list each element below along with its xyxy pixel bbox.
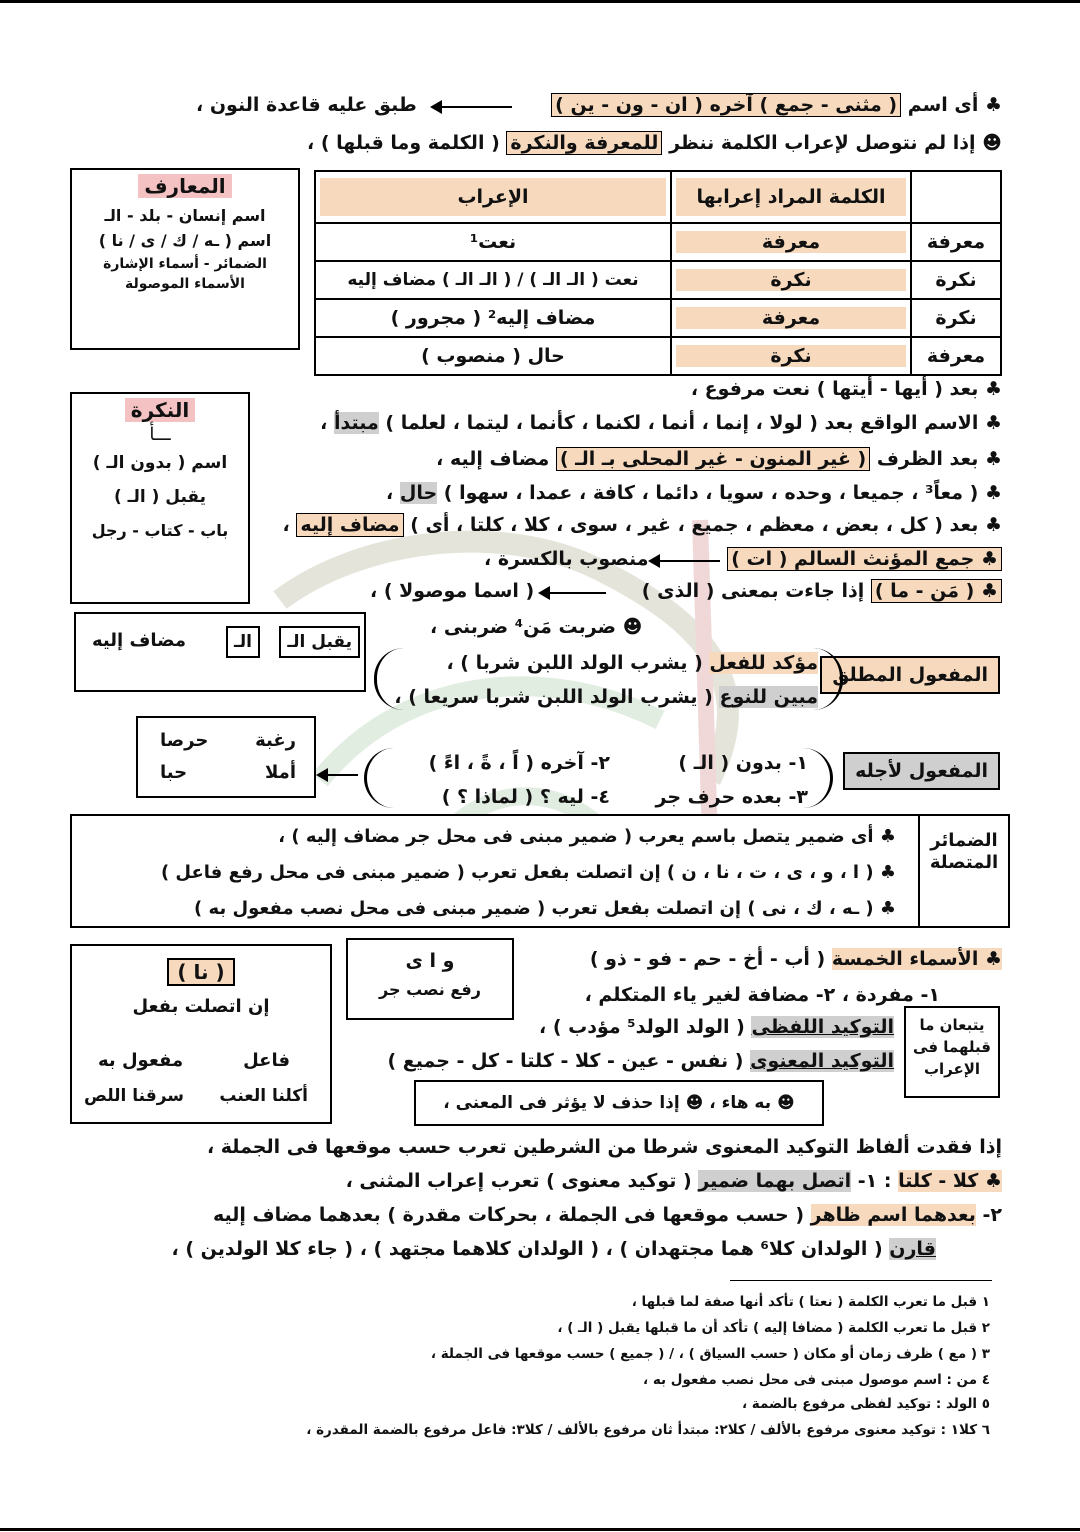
ajlih-cond: ٤- ليه ؟ ( لماذا ؟ ): [441, 786, 610, 808]
rule-highlight: ( مثنى - جمع ) آخره ( ان - ون - ين ): [551, 93, 901, 117]
damair-side: الضمائر المتصلة: [918, 816, 1008, 926]
ajlih-cond: ٢- آخره ( اً ، ةً ، اءً ): [428, 752, 610, 774]
cell-word-text: نكرة: [676, 269, 906, 291]
kila-title: ♣ كلا - كلتا: [898, 1170, 1002, 1192]
rule-result: ( اسما موصولا ) ،: [370, 580, 535, 602]
rule-text: ،: [320, 412, 328, 434]
tawkid-lafzi-label: التوكيد اللفظى: [751, 1016, 894, 1038]
maarif-box: [70, 168, 300, 350]
cell-irab: نعت ( الـ الـ ) / ( الـ الـ ) مضاف إليه: [315, 261, 671, 299]
idafa-al: الـ: [226, 626, 260, 658]
cell-irab: نعت¹: [315, 223, 671, 261]
ajlih-cond: ٣- بعده حرف جر: [655, 786, 808, 808]
khamsa-list: ( أب - أخ - حم - فو - ذو ): [589, 948, 826, 970]
cell-word: [671, 223, 911, 261]
bottom-border: [0, 1528, 1080, 1531]
na-example: أكلنا العنب: [219, 1086, 308, 1106]
table-header-word: [671, 171, 911, 223]
rule-line: [283, 512, 1003, 538]
cell-word-text: نكرة: [676, 345, 906, 367]
cell-word-text: معرفة: [676, 307, 906, 329]
tail-text: ( الولدان كلا⁶ هما مجتهدان ) ، ( الولدان كلاهما مجتهد ) ، ( جاء كلا الولدين ) ،: [171, 1238, 883, 1260]
tawkid-manawi-text: ( نفس - عين - كلا - كلتا - كل - جميع ): [387, 1050, 744, 1072]
cell-word-text: معرفة: [676, 231, 906, 253]
mutlaq-a: [446, 650, 818, 676]
tail-highlight: بعدهما اسم ظاهر: [810, 1204, 976, 1226]
rule-text: ♣ بعد الظرف: [876, 448, 1002, 470]
na-box: [70, 944, 332, 1124]
header-label: الإعراب: [320, 178, 666, 216]
maarif-line: اسم ( ـه / ك / ى / نا ): [98, 231, 272, 250]
maarif-line: اسم إنسان - بلد - الـ: [104, 206, 266, 225]
na-faail: فاعل: [243, 1050, 290, 1071]
waw-letters: و ا ى: [405, 950, 455, 972]
damair-box: [70, 814, 1010, 928]
damair-line: ♣ ( ـه ، ك ، نى ) إن اتصلت بفعل تعرب ( ضمير مبنى فى محل نصب مفعول به ): [194, 898, 896, 919]
idafa-box: [74, 612, 366, 692]
waw-box: [346, 938, 514, 1020]
rule-dual-plural: [551, 92, 1002, 118]
ajlih-examples-box: [136, 716, 316, 798]
rule-highlight: ( غير المنون - غير المحلى بـ الـ ): [556, 447, 870, 471]
rule-highlight: مضاف إليه: [296, 513, 403, 537]
na-line: إن اتصلت بفعل: [132, 996, 270, 1017]
cell-prev: معرفة: [911, 223, 1001, 261]
footnote: ٣ ( مع ) ظرف زمان أو مكان ( حسب السياق ) ، / ( جميع ) حسب موقعها فى الجملة ،: [430, 1346, 990, 1362]
nakira-line: اسم ( بدون الـ ): [92, 453, 228, 473]
footnote: ٦ كلا١ : توكيد معنوى مرفوع بالألف / كلا٢: مبتدأ ثان مرفوع بالألف / كلا٣: فاعل مرفوع بالضمة المقدرة ،: [306, 1422, 990, 1438]
rule-text: ( الكلمة وما قبلها ) ،: [307, 132, 500, 154]
mutlaq-b: [394, 684, 818, 710]
rule-line: [320, 410, 1002, 436]
mutlaq-a-text: ( يشرب الولد اللبن شربا ) ،: [446, 652, 703, 674]
arrow-icon: [540, 592, 606, 594]
rule-highlight: مبتدأ: [334, 412, 379, 434]
table-row: [315, 223, 1001, 261]
maarif-line: الضمائر - أسماء الإشارة: [103, 256, 267, 272]
footnote: ٥ الولد : توكيد لفظى مرفوع بالضمة ،: [741, 1396, 990, 1412]
mutlaq-b-text: ( يشرب الولد اللبن شربا سريعا ) ،: [394, 686, 713, 708]
table-row: [315, 299, 1001, 337]
example-word: حبا: [160, 762, 188, 783]
compare-label: قارن: [889, 1238, 936, 1260]
dash-icon: ـــأ: [149, 424, 171, 445]
maarif-line: الأسماء الموصولة: [125, 276, 245, 292]
damair-line: ♣ أى ضمير يتصل باسم يعرب ( ضمير مبنى فى محل جر مضاف إليه ) ،: [278, 826, 896, 847]
cell-irab: حال ( منصوب ): [315, 337, 671, 375]
mutlaq-a-label: مؤكد للفعل: [709, 652, 818, 674]
table-header-empty: [911, 171, 1001, 223]
tawkid-manawi: [387, 1048, 894, 1074]
irab-table: [314, 170, 1002, 376]
top-border: [0, 0, 1080, 3]
nakira-box: [70, 392, 250, 604]
ajlih-label: المفعول لأجله: [843, 752, 1000, 790]
rule-text: ♣ بعد ( كل ، بعض ، معظم ، جميع ، غير ، سوى ، كلا ، كلتا ، أى ): [410, 514, 1002, 536]
cell-prev: نكرة: [911, 299, 1001, 337]
rule-text: ♣ الاسم الواقع بعد ( لولا ، إنما ، أنما ، لكنما ، كأنما ، ليتما ، لعلما ): [385, 412, 1002, 434]
tail-text: ( توكيد معنوى ) تعرب إعراب المثنى ،: [345, 1170, 692, 1192]
rule-highlight: للمعرفة والنكرة: [506, 131, 662, 155]
nakira-line: باب - كتاب - رجل: [91, 521, 229, 540]
rule-highlight: ♣ جمع المؤنث السالم ( ات ): [727, 547, 1002, 571]
rule-text: مضاف إليه ،: [436, 448, 550, 470]
table-row: [315, 261, 1001, 299]
tawkid-manawi-label: التوكيد المعنوى: [750, 1050, 894, 1072]
example-line: ☻ ضربت مَن⁴ ضربنى ،: [430, 616, 643, 638]
mutlaq-b-label: مبين للنوع: [719, 686, 818, 708]
tail-text: : ١-: [857, 1170, 892, 1192]
rule-text: ،: [385, 482, 394, 504]
tawkid-lafzi: [539, 1014, 894, 1040]
tawkid-note-box: ☻ به هاء ، ☻ إذا حذف لا يؤثر فى المعنى ،: [414, 1080, 824, 1126]
tail-text: ٢-: [982, 1204, 1002, 1226]
khamsa-line: [590, 946, 1002, 972]
tail-line: إذا فقدت ألفاظ التوكيد المعنوى شرطا من الشرطين تعرب حسب موقعها فى الجملة ،: [206, 1136, 1002, 1158]
example-word: رغبة: [255, 730, 296, 751]
header-label: الكلمة المراد إعرابها: [676, 178, 906, 216]
cell-prev: نكرة: [911, 261, 1001, 299]
tail-line: [346, 1168, 1002, 1194]
khamsa-conditions: ١- مفردة ، ٢- مضافة لغير ياء المتكلم ،: [584, 984, 940, 1006]
cell-word: [671, 261, 911, 299]
tail-line: [172, 1236, 936, 1262]
arrow-icon: [650, 560, 720, 562]
rule-line: [727, 546, 1002, 572]
arrow-icon: [318, 774, 358, 776]
na-example: سرقنا اللص: [84, 1086, 185, 1106]
footnote: ٢ قبل ما تعرب الكلمة ( مضافا إليه ) تأكد أن ما قبلها يقبل ( الـ ) ،: [557, 1320, 990, 1336]
tawkid-lafzi-text: ( الولد الولد⁵ مؤدب ) ،: [539, 1016, 745, 1038]
cell-prev: معرفة: [911, 337, 1001, 375]
maarif-title: المعارف: [138, 174, 231, 198]
rule-line: ♣ بعد ( أيها - أيتها ) نعت مرفوع ،: [690, 378, 1002, 400]
mutlaq-label: المفعول المطلق: [820, 656, 1000, 694]
rule-result: منصوب بالكسرة ،: [484, 548, 649, 570]
arrow-icon: [432, 106, 512, 108]
rule-result: طبق عليه قاعدة النون ،: [196, 94, 417, 116]
rule-knowledge: [307, 130, 1002, 156]
waw-cases: رفع نصب جر: [379, 980, 481, 999]
rule-text: ♣ أى اسم: [907, 94, 1002, 116]
table-header-irab: [315, 171, 671, 223]
cell-irab: مضاف إليه² ( مجرور ): [315, 299, 671, 337]
rule-line: [436, 446, 1002, 472]
rule-text: ☻ إذا لم نتوصل لإعراب الكلمة ننظر: [669, 132, 1002, 154]
damair-line: ♣ ( ا ، و ، ى ، ت ، نا ، ن ) إن اتصلت بفعل تعرب ( ضمير مبنى فى محل رفع فاعل ): [160, 862, 896, 883]
rule-highlight: حال: [399, 482, 438, 504]
tail-text: ( حسب موقعها فى الجملة ، بحركات مقدرة ) بعدهما مضاف إليه: [213, 1204, 805, 1226]
cell-word: [671, 299, 911, 337]
ajlih-cond: ١- بدون ( الـ ): [678, 752, 808, 774]
nakira-title: النكرة: [125, 398, 195, 422]
tail-highlight: اتصل بهما ضمير: [698, 1170, 852, 1192]
khamsa-title: ♣ الأسماء الخمسة: [831, 948, 1002, 970]
cell-word: [671, 337, 911, 375]
rule-text: إذا جاءت بمعنى ( الذى ): [641, 580, 865, 602]
example-word: حرصا: [160, 730, 209, 751]
footnote: ١ قبل ما تعرب الكلمة ( نعتا ) تأكد أنها صفة لما قبلها ،: [631, 1294, 990, 1310]
rule-line: [386, 480, 1002, 506]
example-word: أملا: [265, 762, 296, 783]
na-title: ( نا ): [167, 958, 234, 986]
footnote-divider: [730, 1280, 992, 1281]
tawkid-side-box: يتبعان ما قبلهما فى الإعراب: [904, 1006, 1000, 1098]
rule-highlight: ♣ ( مَن - ما ): [871, 579, 1002, 603]
idafa-accepts: يقبل الـ: [279, 626, 360, 658]
tail-line: [213, 1202, 1002, 1228]
rule-text: ،: [282, 514, 290, 536]
table-row: [315, 337, 1001, 375]
idafa-label: مضاف إليه: [92, 630, 187, 651]
na-mafool: مفعول به: [98, 1050, 184, 1071]
rule-text: ♣ ( معاً³ ، جميعا ، وحده ، سويا ، دائما ، كافة ، عمدا ، سهوا ): [443, 482, 1002, 504]
nakira-line: يقبل ( الـ ): [113, 487, 207, 507]
footnote: ٤ من : اسم موصول مبنى فى محل نصب مفعول به ،: [643, 1372, 990, 1388]
rule-line: [642, 578, 1002, 604]
table-header-row: [315, 171, 1001, 223]
